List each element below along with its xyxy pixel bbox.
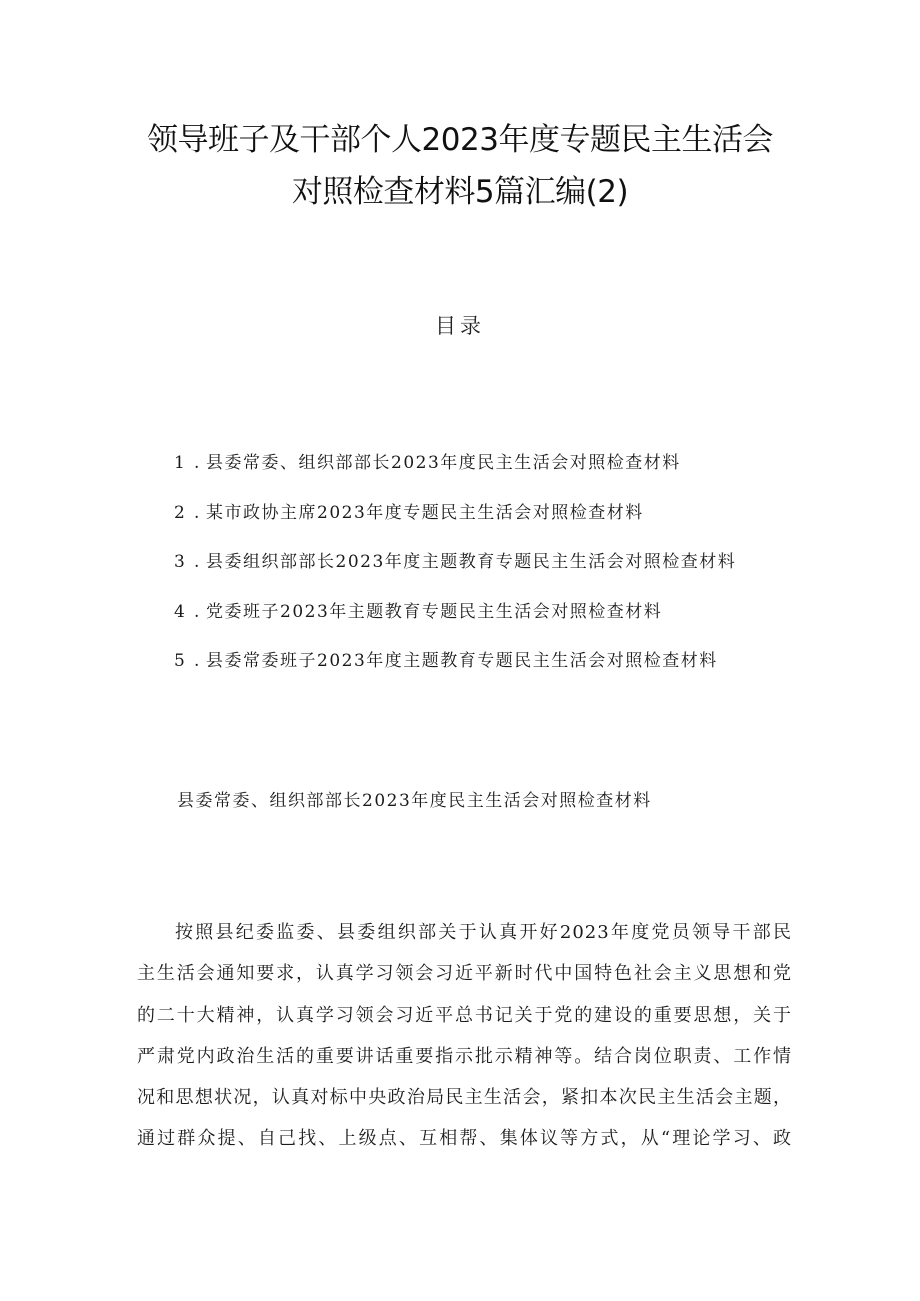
toc-item-text: 县委常委、组织部部长2023年度民主生活会对照检查材料	[206, 453, 681, 473]
toc-item-number: 5	[174, 651, 187, 671]
body-line: 按照县纪委监委、县委组织部关于认真开好2023年度党员领导干部民	[175, 922, 792, 943]
toc-item-separator: .	[194, 601, 201, 622]
toc-item-text: 某市政协主席2023年度专题民主生活会对照检查材料	[206, 502, 644, 523]
toc-item-number: 2	[174, 502, 187, 523]
toc-item-text: 县委常委班子2023年度主题教育专题民主生活会对照检查材料	[206, 651, 718, 671]
toc-item-number: 4	[174, 601, 187, 622]
document-title-line-2: 对照检查材料5篇汇编(2)	[291, 174, 629, 210]
toc-item[interactable]	[174, 547, 894, 597]
body-line: 主生活会通知要求，认真学习领会习近平新时代中国特色社会主义思想和党	[137, 963, 792, 985]
body-paragraph	[137, 918, 792, 1166]
toc-item[interactable]	[174, 597, 894, 647]
toc-item[interactable]	[174, 646, 894, 696]
toc-item-separator: .	[194, 552, 201, 572]
toc-item-text: 党委班子2023年主题教育专题民主生活会对照检查材料	[206, 601, 663, 622]
body-line: 的二十大精神，认真学习领会习近平总书记关于党的建设的重要思想，关于	[137, 1004, 792, 1026]
toc-item[interactable]	[174, 448, 894, 498]
table-of-contents	[174, 448, 894, 696]
toc-item-separator: .	[194, 502, 201, 523]
body-line: 通过群众提、自己找、上级点、互相帮、集体议等方式，从“理论学习、政	[137, 1128, 792, 1150]
document-title-line-1: 领导班子及干部个人2023年度专题民主生活会	[147, 122, 773, 158]
toc-item-number: 3	[174, 552, 187, 572]
section-title: 县委常委、组织部部长2023年度民主生活会对照检查材料	[177, 791, 652, 811]
toc-item-separator: .	[194, 453, 201, 473]
toc-heading: 目录	[435, 314, 485, 338]
toc-item-number: 1	[174, 453, 187, 473]
toc-item[interactable]	[174, 498, 894, 548]
body-line: 况和思想状况，认真对标中央政治局民主生活会，紧扣本次民主生活会主题，	[137, 1087, 792, 1109]
toc-item-text: 县委组织部部长2023年度主题教育专题民主生活会对照检查材料	[206, 552, 737, 572]
body-line: 严肃党内政治生活的重要讲话重要指示批示精神等。结合岗位职责、工作情	[137, 1045, 792, 1067]
toc-item-separator: .	[194, 651, 201, 671]
